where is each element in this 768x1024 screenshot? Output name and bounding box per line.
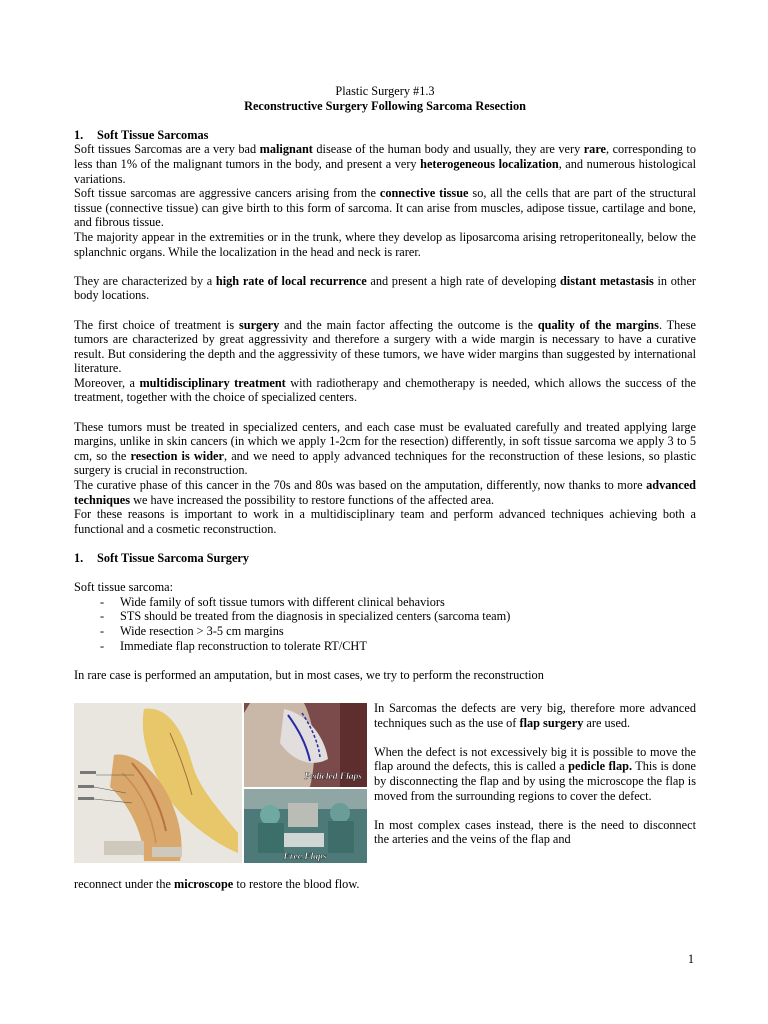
page-number: 1 — [687, 952, 694, 966]
paragraph: In Sarcomas the defects are very big, therefore more advanced techniques such as the use of flap surgery are used. — [374, 700, 696, 730]
flap-figure — [74, 703, 367, 863]
paragraph: These tumors must be treated in specialized centers, and each case must be evaluated carefully and treated applying large margins, unlike in skin cancers (in which we apply 1-2cm for the resection) differently, in soft tissue sarcoma we apply 3 to 5 cm, so the resection is wider, and we need to apply advanced techniques for the reconstruction of these lesions, so plastic surgery is crucial in reconstruction. — [74, 419, 696, 478]
paragraph: Soft tissue sarcomas are aggressive cancers arising from the connective tissue so, all the cells that are part of the structural tissue (connective tissue) can give birth to this form of sarcoma. It can arise from muscles, adipose tissue, cartilage and bone, and fibrous tissue. — [74, 186, 696, 230]
figure-side-text — [374, 701, 696, 847]
paragraph: They are characterized by a high rate of local recurrence and present a high rate of developing distant metastasis in other body locations. — [74, 273, 696, 303]
paragraph: Moreover, a multidisciplinary treatment with radiotherapy and chemotherapy is needed, which allows the success of the treatment, together with the choice of specialized centers. — [74, 375, 696, 405]
list-item: - Immediate flap reconstruction to tolerate RT/CHT — [100, 639, 696, 654]
paragraph: When the defect is not excessively big it is possible to move the flap around the defects, this is called a pedicle flap. This is done by disconnecting the flap and by using the microscope the flap is moved from the surrounding regions to cover the defect. — [374, 744, 696, 803]
document-body — [74, 84, 696, 892]
pedicled-flap-image — [244, 703, 367, 787]
section-heading-sarcoma-surgery: 1. Soft Tissue Sarcoma Surgery — [74, 551, 250, 565]
paragraph: For these reasons is important to work in a multidisciplinary team and perform advanced techniques achieving both a functional and a cosmetic reconstruction. — [74, 507, 696, 536]
list-item: - Wide resection > 3-5 cm margins — [100, 624, 696, 639]
free-flap-image — [244, 789, 367, 863]
list-item: - STS should be treated from the diagnosis in specialized centers (sarcoma team) — [100, 609, 696, 624]
list-item: - Wide family of soft tissue tumors with different clinical behaviors — [100, 595, 696, 610]
paragraph: Soft tissues Sarcomas are a very bad malignant disease of the human body and usually, they are very rare, corresponding to less than 1% of the malignant tumors in the body, and present a very heterogeneous localization, and numerous histological variations. — [74, 142, 696, 186]
free-flap-photo — [244, 789, 367, 863]
section-heading-soft-tissue-sarcomas: 1. Soft Tissue Sarcomas — [74, 127, 209, 142]
document-title: Reconstructive Surgery Following Sarcoma Resection — [244, 98, 526, 113]
free-flaps-label: Free Flaps — [283, 851, 327, 862]
course-code: Plastic Surgery #1.3 — [335, 84, 435, 98]
paragraph: In rare case is performed an amputation, but in most cases, we try to perform the reconstruction — [74, 667, 544, 682]
paragraph: In most complex cases instead, there is the need to disconnect the arteries and the veins of the flap and — [374, 817, 696, 847]
paragraph: reconnect under the microscope to restore the blood flow. — [74, 876, 360, 891]
paragraph: The majority appear in the extremities or in the trunk, where they develop as liposarcoma arising retroperitoneally, below the splanchnic organs. While the localization in the head and neck is rarer. — [74, 229, 696, 259]
bullet-list — [74, 595, 696, 653]
figure-with-text — [74, 701, 696, 877]
list-intro: Soft tissue sarcoma: — [74, 580, 174, 595]
pedicled-flap-photo — [244, 703, 367, 787]
paragraph: The first choice of treatment is surgery and the main factor affecting the outcome is the quality of the margins. These tumors are characterized by great aggressivity and therefore a surgery with a wide margin is necessary to have a curative result. But considering the depth and the aggressivity of these tumors, we have wider margins than suggested by international literature. — [74, 317, 696, 376]
anatomical-illustration — [74, 703, 242, 863]
paragraph: The curative phase of this cancer in the 70s and 80s was based on the amputation, differently, now thanks to more advanced techniques we have increased the possibility to restore functions of the affected area. — [74, 478, 696, 507]
pedicled-flaps-label: Pedicled Flaps — [304, 771, 362, 782]
